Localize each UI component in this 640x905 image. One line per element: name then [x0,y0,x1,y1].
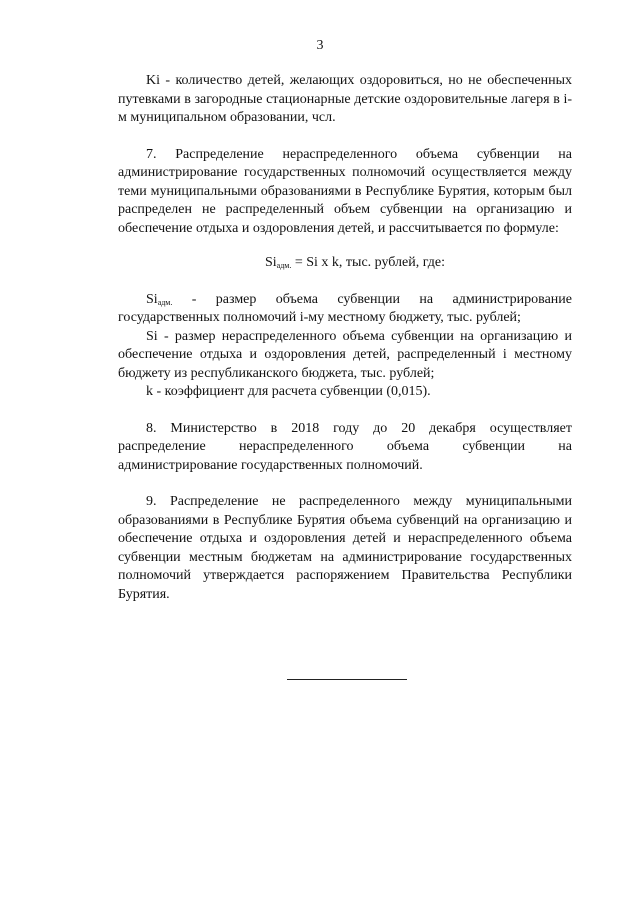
item-8-paragraph: 8. Министерство в 2018 году до 20 декабря осуществляет распределение нераспределенного объема субвенции на администрирование государственных полномочий. [118,420,572,473]
page-number: 3 [316,38,324,53]
formula-lhs: Si [264,255,277,270]
si-adm-symbol: Si [146,291,158,307]
formula-rhs: = Si x k, тыс. рублей, где: [291,255,446,270]
ki-definition [118,72,572,128]
item-9-paragraph: 9. Распределение не распределенного между муниципальными образованиями в Республике Бурятия объема субвенций на организацию и обеспечение отдыха и оздоровления детей и нераспределенного объема субвенции местным бюджетам на администрирование государственных полномочий утверждается распоряжением Правительства Республики Бурятия. [118,494,572,602]
formula [118,254,572,273]
item-7-paragraph: 7. Распределение нераспределенного объема субвенции на администрирование государственных полномочий осуществляется между теми муниципальными образованиями в Республике Бурятия, которым был распределен не распределенный объем субвенции на организацию и обеспечение отдыха и оздоровления детей, и рассчитывается по формуле: [118,146,572,236]
formula-lhs-subscript: адм. [276,261,292,270]
ki-symbol: Ki [146,73,160,88]
si-adm-subscript: адм. [157,297,173,307]
si-adm-definition [118,291,572,328]
closing-separator-line [287,679,407,680]
si-definition: Si - размер нераспределенного объема субвенции на организацию и обеспечение отдыха и оздоровления детей, распределенный i местному бюджету из республиканского бюджета, тыс. рублей; [118,328,572,381]
document-body [118,72,572,604]
ki-definition-text: - количество детей, желающих оздоровиться, но не обеспеченных путевками в загородные стационарные детские оздоровительные лагеря в i-м муниципальном образовании, чсл. [118,73,572,125]
si-adm-definition-text: - размер объема субвенции на администрирование государственных полномочий i-му местному бюджету, тыс. рублей; [118,291,572,325]
k-definition: k - коэффициент для расчета субвенции (0,015). [146,384,431,399]
